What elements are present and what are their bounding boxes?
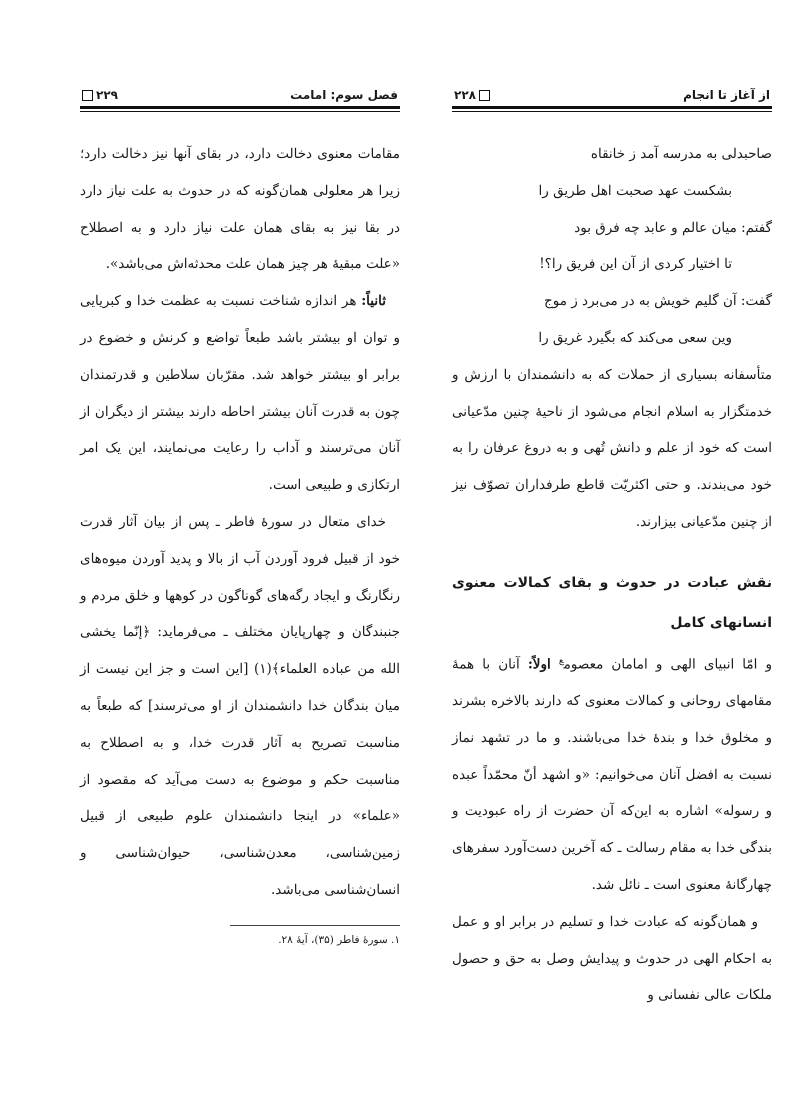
left-page [80, 78, 400, 954]
footnote: ۱. سورهٔ فاطر (۳۵)، آیهٔ ۲۸. [278, 933, 400, 946]
running-title: فصل سوم: امامت [290, 88, 398, 102]
right-page [452, 78, 772, 1014]
paragraph-lead: ثانیاً: [361, 293, 386, 310]
header-rule-thick [452, 106, 772, 109]
paragraph: خدای متعال در سورهٔ فاطر ـ پس از بیان آثار قدرت خود از قبیل فرود آوردن آب از بالا و پدید آوردن میوه‌های رنگارنگ و ایجاد رگه‌های گوناگون در کوهها و خلق مردم و جنبندگان و چهارپایان مختلف ـ می‌فرماید: ﴿إنّما یخشی الله من عباده العلماء﴾(۱) [این است و جز این نیست از میان بندگان خدا دانشمندان از او می‌ترسند] که طبعاً به مناسبت تصریح به آثار قدرت خدا، و به اصطلاح به مناسبت حکم و موضوع به دست می‌آید که مقصود از «علماء» در اینجا دانشمندان علوم طبیعی از قبیل زمین‌شناسی، معدن‌شناسی، حیوان‌شناسی و انسان‌شناسی می‌باشد. [80, 513, 400, 898]
page-number: ۲۲۹ [82, 88, 118, 102]
paragraph: مقامات معنوی دخالت دارد، در بقای آنها نیز دخالت دارد؛ زیرا هر معلولی همان‌گونه که در حدوث به علت نیاز دارد در بقا نیز به بقای همان علت نیاز دارد و به اصطلاح «علت مبقیهٔ هر چیز همان علت محدثه‌اش می‌باشد». [80, 146, 400, 273]
honorific-mark: ع [558, 655, 564, 666]
page-number: ۲۲۸ [454, 88, 490, 102]
header-rule-thick [80, 106, 400, 109]
paragraph: متأسفانه بسیاری از حملات که به دانشمندان با ارزش و خدمتگزار به اسلام انجام می‌شود از ناحیهٔ چنین مدّعیانی است که خود از علم و دانش تُهی و به دروغ عرفان را به خود می‌بندند. و حتی اکثریّت قاطع طرفداران تصوّف نیز از چنین مدّعیانی بیزارند. [452, 366, 772, 530]
verse-line: وین سعی می‌کند که بگیرد غریق را [538, 329, 732, 346]
header-rule-thin [452, 111, 772, 112]
verse-line: گفت: آن گلیم خویش به در می‌برد ز موج [544, 293, 772, 310]
paragraph: و همان‌گونه که عبادت خدا و تسلیم در برابر او و عمل به احکام الهی در حدوث و پیدایش وصل به حق و حصول ملکات عالی نفسانی و [452, 913, 772, 1004]
verse-line: صاحبدلی به مدرسه آمد ز خانقاه [590, 146, 772, 162]
header-rule-thin [80, 111, 400, 112]
paragraph-lead: اولاً: [527, 656, 551, 673]
page-box-icon [479, 90, 490, 101]
verse-line: بشکست عهد صحبت اهل طریق را [538, 182, 732, 199]
paragraph: ثانیاً: هر اندازه شناخت نسبت به عظمت خدا و کبریایی و توان او بیشتر باشد طبعاً تواضع و کرنش و خضوع در برابر او بیشتر خواهد شد. مقرّبان سلاطین و قدرتمندان چون به قدرت آنان بیشتر احاطه دارند بیشتر از دیگران از آنان می‌ترسند و آداب را رعایت می‌نمایند، این یک امر ارتکازی و طبیعی است. [80, 293, 400, 494]
section-heading: نقش عبادت در حدوث و بقای کمالات معنوی انسانهای کامل [452, 574, 772, 631]
body-text [452, 136, 772, 1014]
running-head [452, 78, 772, 106]
page-box-icon [82, 90, 93, 101]
body-text [80, 136, 400, 909]
paragraph: و امّا انبیای الهی و امامان معصوم$^ع$ اولاً: آنان با همهٔ مقامهای روحانی و کمالات معنوی که دارند بالاخره بشرند و مخلوق خدا و بندهٔ خدا می‌باشند. و ما در تشهد نماز نسبت به افضل آنان می‌خوانیم: «و اشهد أنّ محمّداً عبده و رسوله» اشاره به این‌که آن حضرت از راه عبودیت و بندگی خدا به مقام رسالت ـ که آخرین دست‌آورد سفرهای چهارگانهٔ معنوی است ـ نائل شد. [452, 655, 772, 894]
verse-line: گفتم: میان عالم و عابد چه فرق بود [574, 219, 772, 236]
verse-line: تا اختیار کردی از آن این فریق را؟! [539, 256, 732, 273]
running-title: از آغاز تا انجام [683, 88, 770, 102]
running-head [80, 78, 400, 106]
